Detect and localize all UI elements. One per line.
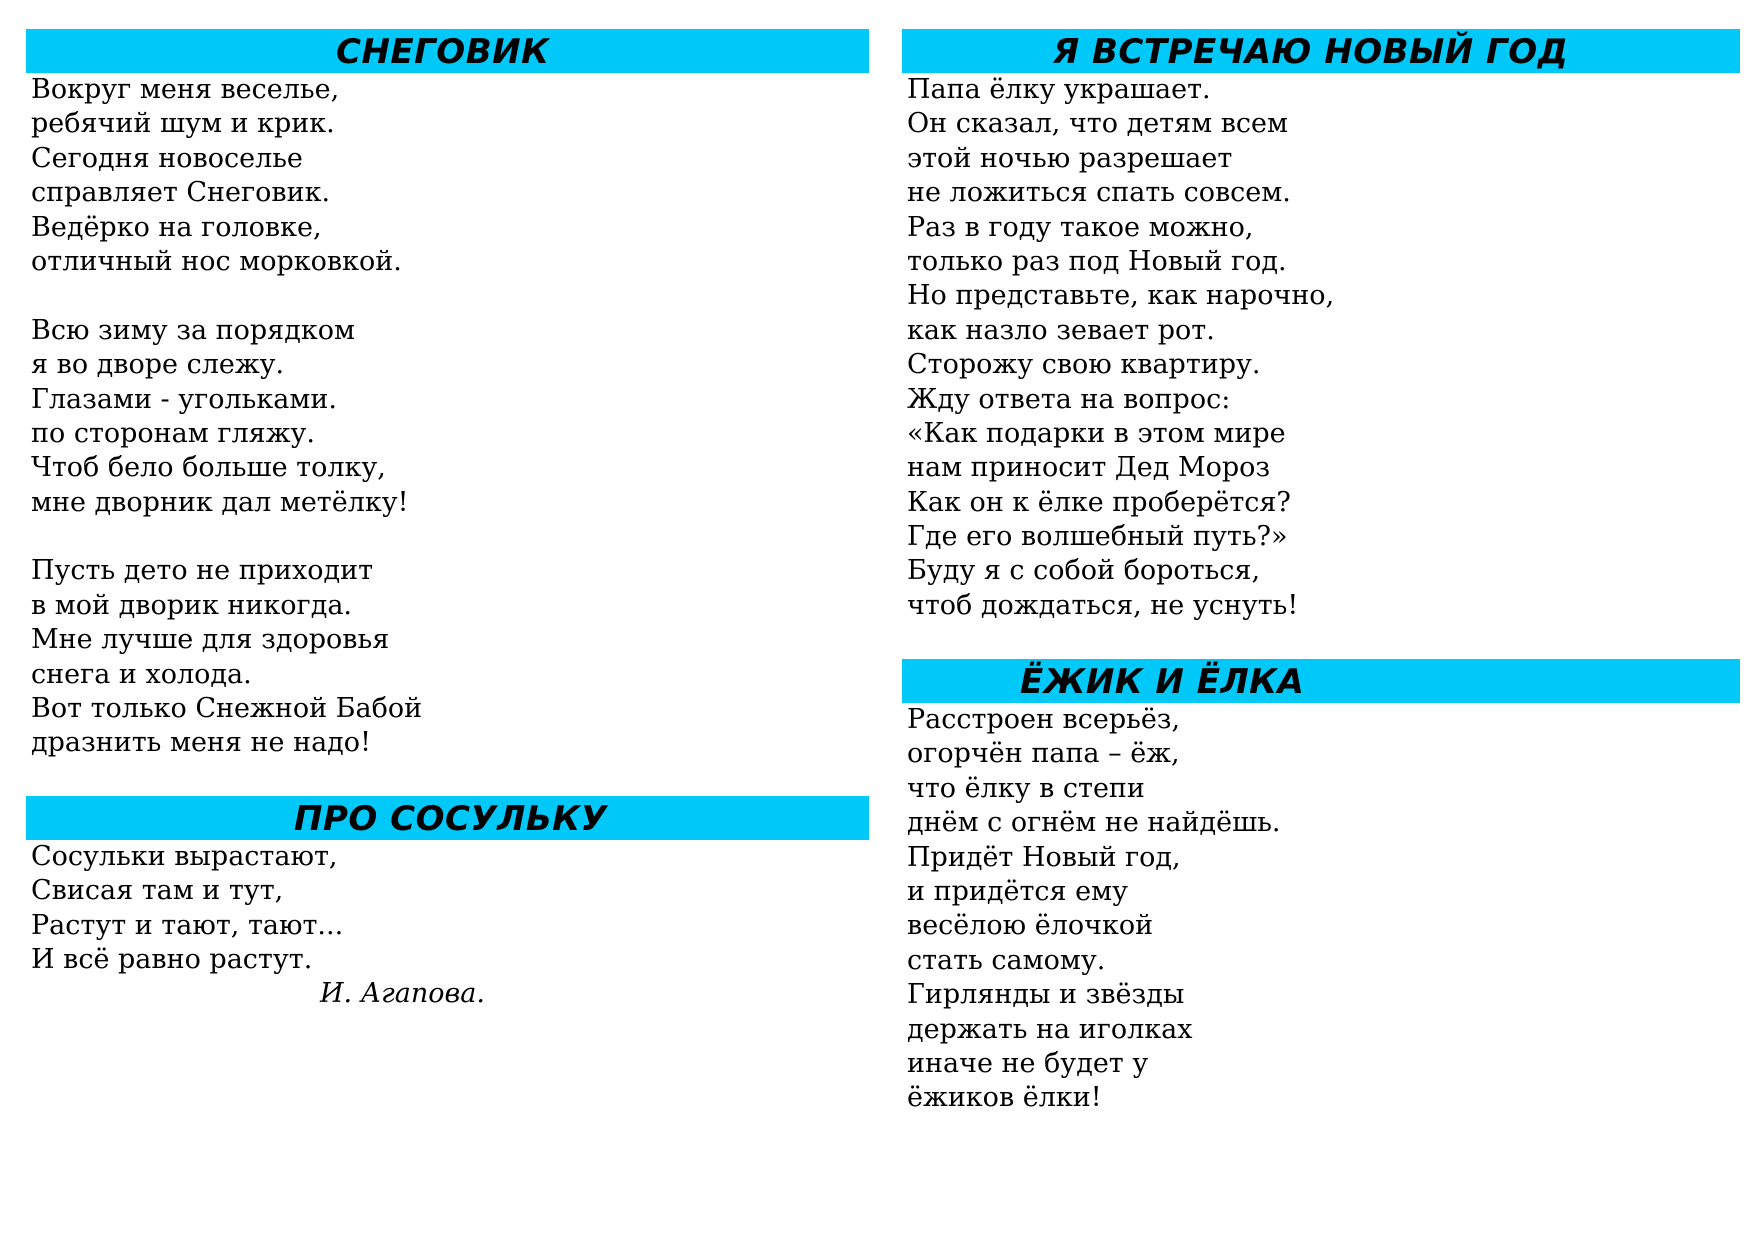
poem-line: Придёт Новый год, [907,841,1181,873]
poem-line: Мне лучше для здоровья [31,624,390,656]
poem-title-bar [26,796,869,840]
poem-lines [902,73,1740,623]
poem-line: Он сказал, что детям всем [907,108,1289,140]
poem-line: справляет Снеговик. [31,177,331,209]
poem-title-bar [902,659,1740,703]
poem-line: Свисая там и тут, [31,875,284,907]
poem-line: ёжиков ёлки! [907,1082,1102,1114]
poem-line: что ёлку в степи [907,772,1145,804]
poem-line: Ведёрко на головке, [31,211,322,243]
poem-lines [26,840,869,978]
poem-title: Я ВСТРЕЧАЮ НОВЫЙ ГОД [1053,32,1569,72]
poem-line: не ложиться спать совсем. [907,177,1291,209]
poem-title: СНЕГОВИК [336,32,550,72]
poem-line: «Как подарки в этом мире [907,417,1286,449]
poem-yozhik-i-yolka [902,659,1740,1116]
poem-line: по сторонам гляжу. [31,417,316,449]
poem-line: Вокруг меня веселье, [31,74,340,105]
poem-line: нам приносит Дед Мороз [907,452,1271,484]
poem-line: как назло зевает рот. [907,314,1215,346]
poem-line: в мой дворик никогда. [31,589,353,621]
poem-line: Расстроен всерьёз, [907,704,1181,735]
poem-line: весёлою ёлочкой [907,910,1154,942]
poem-line: Растут и тают, тают... [31,909,344,941]
poem-line: Буду я с собой бороться, [907,555,1261,587]
poem-line: Жду ответа на вопрос: [907,383,1231,415]
poem-pro-sosulku [26,796,869,1009]
poem-snegovik [26,29,869,761]
poem-line: Вот только Снежной Бабой [31,693,423,725]
poem-line: Где его волшебный путь?» [907,521,1288,553]
poem-line: чтоб дождаться, не уснуть! [907,589,1299,621]
poem-line: и придётся ему [907,875,1128,907]
poem-title: ПРО СОСУЛЬКУ [294,799,608,839]
poem-line: Раз в году такое можно, [907,211,1254,243]
poem-title-bar [26,29,869,73]
poem-line: отличный нос морковкой. [31,245,402,277]
poem-line: Сосульки вырастают, [31,841,338,872]
poem-line: Всю зиму за порядком [31,314,355,346]
stanza-break [31,279,869,313]
poem-line: Пусть дето не приходит [31,555,374,587]
poem-vstrechayu-novyi-god [902,29,1740,623]
poem-line: Сторожу свою квартиру. [907,349,1261,381]
poem-line: Как он к ёлке проберётся? [907,486,1291,518]
poem-title: ЁЖИК И ЁЛКА [1020,662,1305,702]
poem-line: Чтоб бело больше толку, [31,452,386,484]
poem-line: И всё равно растут. [31,944,313,976]
poem-line: ребячий шум и крик. [31,108,335,140]
poem-line: днём с огнём не найдёшь. [907,807,1281,839]
poem-line: мне дворник дал метёлку! [31,486,409,518]
poem-line: этой ночью разрешает [907,142,1233,174]
poem-line: дразнить меня не надо! [31,727,371,759]
poem-line: иначе не будет у [907,1047,1149,1079]
poem-line: Гирлянды и звёзды [907,979,1185,1011]
poem-line: держать на иголках [907,1013,1193,1045]
poem-line: Глазами - угольками. [31,383,337,415]
poem-title-bar [902,29,1740,73]
poem-lines [902,703,1740,1116]
stanza-break [31,520,869,554]
poem-line: только раз под Новый год. [907,245,1287,277]
poem-line: стать самому. [907,944,1106,976]
poem-line: Сегодня новоселье [31,142,303,174]
poem-line: Но представьте, как нарочно, [907,280,1335,312]
poem-line: я во дворе слежу. [31,349,285,381]
poem-line: Папа ёлку украшает. [907,74,1211,105]
poem-lines [26,73,869,761]
poem-author: И. Агапова. [320,978,485,1009]
poem-line: огорчён папа – ёж, [907,738,1180,770]
poem-line: снега и холода. [31,658,252,690]
